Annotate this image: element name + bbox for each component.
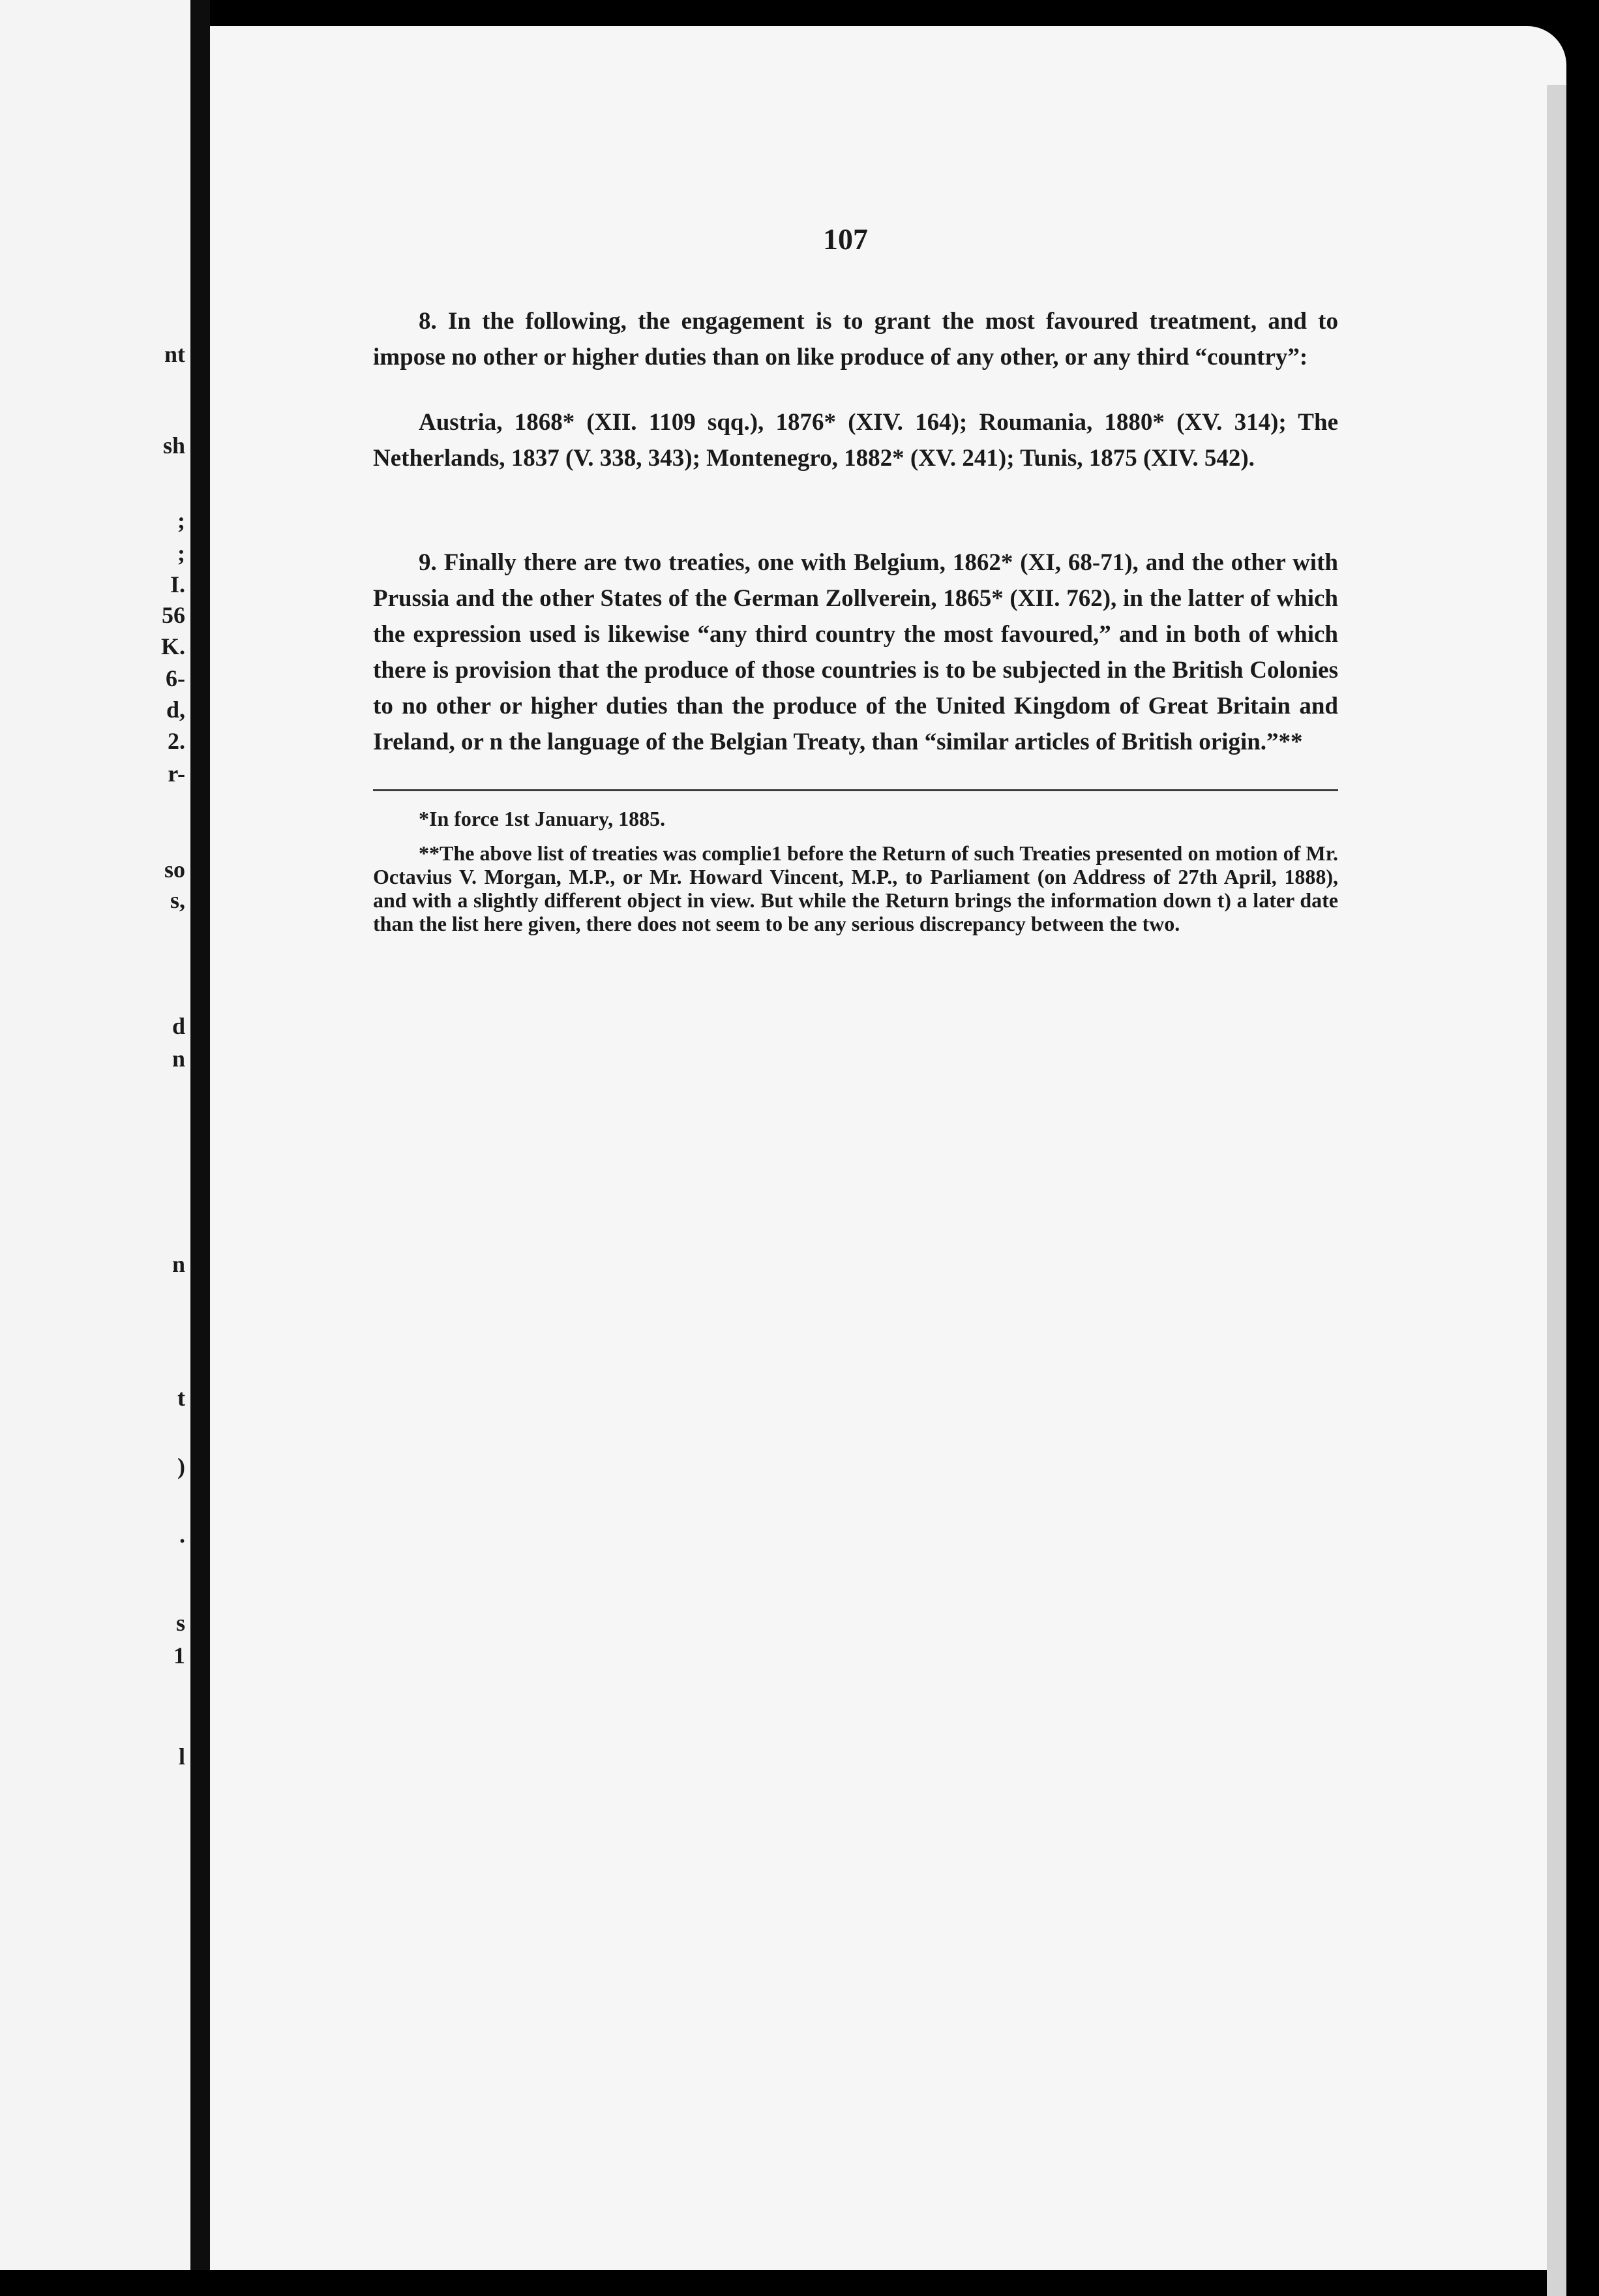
left-page-fragment: .: [179, 1522, 185, 1548]
left-page-fragment: 2.: [168, 728, 185, 754]
left-page-fragment: s: [175, 1610, 185, 1636]
left-page-fragment: n: [172, 1046, 185, 1072]
footnote-treaty-list-note: **The above list of treaties was complie1 before the Return of such Treaties presented on motion of Mr. Octavius V. Morgan, M.P., or Mr. Howard Vincent, M.P., to Parliament (on Address of 27th April, 1888), and with a slightly different object in view. But while the Return brings the information down t) a later date than the list here given, there does not seem to be any serious discrepancy between the two.: [373, 841, 1338, 935]
page-edge-shadow: [1547, 85, 1566, 2296]
paragraph-9: 9. Finally there are two treaties, one with Belgium, 1862* (XI, 68-71), and the other with Prussia and the other States of the German Zollverein, 1865* (XII. 762), in the latter of which the expression used is likewise “any third country the most favoured,” and in both of which there is provision that the produce of those countries is to be subjected in the British Colonies to no other or higher duties than the produce of the United Kingdom of Great Britain and Ireland, or n the language of the Belgian Treaty, than “similar articles of British origin.”**: [373, 549, 1338, 755]
page-number: 107: [823, 222, 868, 256]
left-page-fragment: l: [178, 1744, 185, 1770]
paragraph-8: 8. In the following, the engagement is to grant the most favoured treatment, and to impose no other or higher duties than on like produce of any other, or any third “country”:: [373, 308, 1338, 370]
book-gutter: [190, 0, 210, 2270]
left-page-fragment: I.: [170, 571, 185, 597]
left-page-fragment: ): [177, 1453, 185, 1479]
document-page: [210, 26, 1566, 2270]
left-page-fragment: d: [172, 1013, 185, 1039]
left-page-fragment: nt: [164, 341, 185, 367]
left-page-fragment: sh: [162, 432, 185, 459]
left-page-fragment: so: [164, 856, 185, 883]
left-page-fragment: 6-: [166, 665, 185, 691]
left-page-fragment: s,: [170, 887, 185, 913]
footnote-divider: [373, 789, 1338, 791]
left-page-fragment: t: [177, 1385, 185, 1411]
treaty-list: Austria, 1868* (XII. 1109 sqq.), 1876* (XIV. 164); Roumania, 1880* (XV. 314); The Netherlands, 1837 (V. 338, 343); Montenegro, 1882* (XV. 241); Tunis, 1875 (XIV. 542).: [373, 409, 1338, 472]
left-page-fragment: ;: [177, 540, 185, 566]
left-facing-page: [0, 0, 190, 2270]
left-page-fragment: 1: [173, 1642, 185, 1669]
left-page-fragment: r-: [168, 761, 185, 787]
left-page-fragment: 56: [162, 602, 185, 628]
left-page-fragment: K.: [160, 633, 185, 659]
left-page-fragment: d,: [166, 697, 185, 723]
left-page-fragment: ;: [177, 507, 185, 534]
left-page-fragment: n: [172, 1251, 185, 1277]
footnote-in-force: *In force 1st January, 1885.: [419, 807, 666, 830]
